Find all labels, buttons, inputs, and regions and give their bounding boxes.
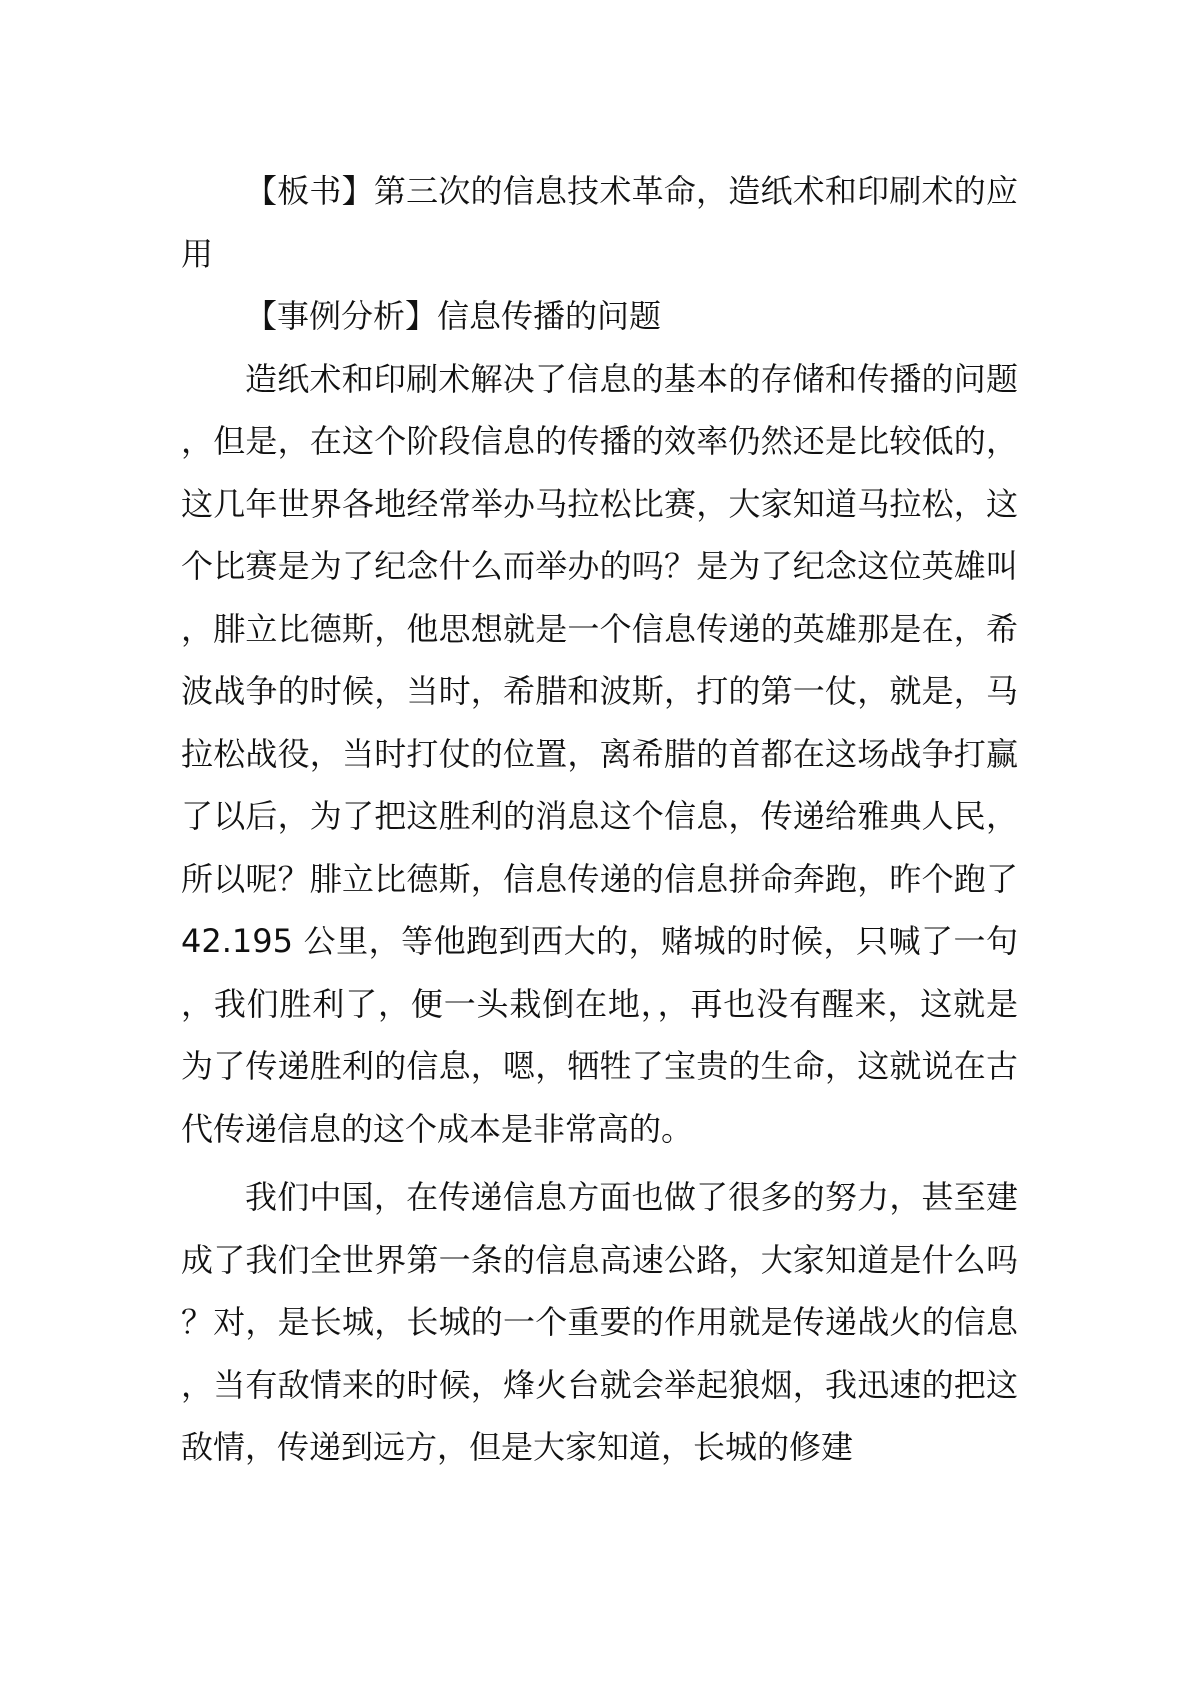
paragraph-marathon-story: 造纸术和印刷术解决了信息的基本的存储和传播的问题，但是，在这个阶段信息的传播的效率仍然还是比较低的，这几年世界各地经常举办马拉松比赛，大家知道马拉松，这个比赛是为了纪念什么而举办的吗？是为了纪念这位英雄叫，腓立比德斯，他思想就是一个信息传递的英雄那是在，希波战争的时候，当时，希腊和波斯，打的第一仗，就是，马拉松战役，当时打仗的位置，离希腊的首都在这场战争打赢了以后，为了把这胜利的消息这个信息，传递给雅典人民，所以呢？腓立比德斯，信息传递的信息拼命奔跑，昨个跑了 42.195 公里，等他跑到西大的，赌城的时候，只喊了一句，我们胜利了，便一头栽倒在地，，再也没有醒来，这就是为了传递胜利的信息，嗯，牺牲了宝贵的生命，这就说在古代传递信息的这个成本是非常高的。 — [181, 359, 1018, 1148]
document-body — [181, 160, 1018, 1479]
paragraph-case-analysis-heading: 【事例分析】信息传播的问题 — [245, 297, 662, 335]
paragraph-blackboard-note: 【板书】第三次的信息技术革命，造纸术和印刷术的应用 — [181, 172, 1018, 273]
paragraph-great-wall: 我们中国，在传递信息方面也做了很多的努力，甚至建成了我们全世界第一条的信息高速公路，大家知道是什么吗？对，是长城，长城的一个重要的作用就是传递战火的信息，当有敌情来的时候，烽火台就会举起狼烟，我迅速的把这敌情，传递到远方，但是大家知道，长城的修建 — [181, 1178, 1018, 1466]
